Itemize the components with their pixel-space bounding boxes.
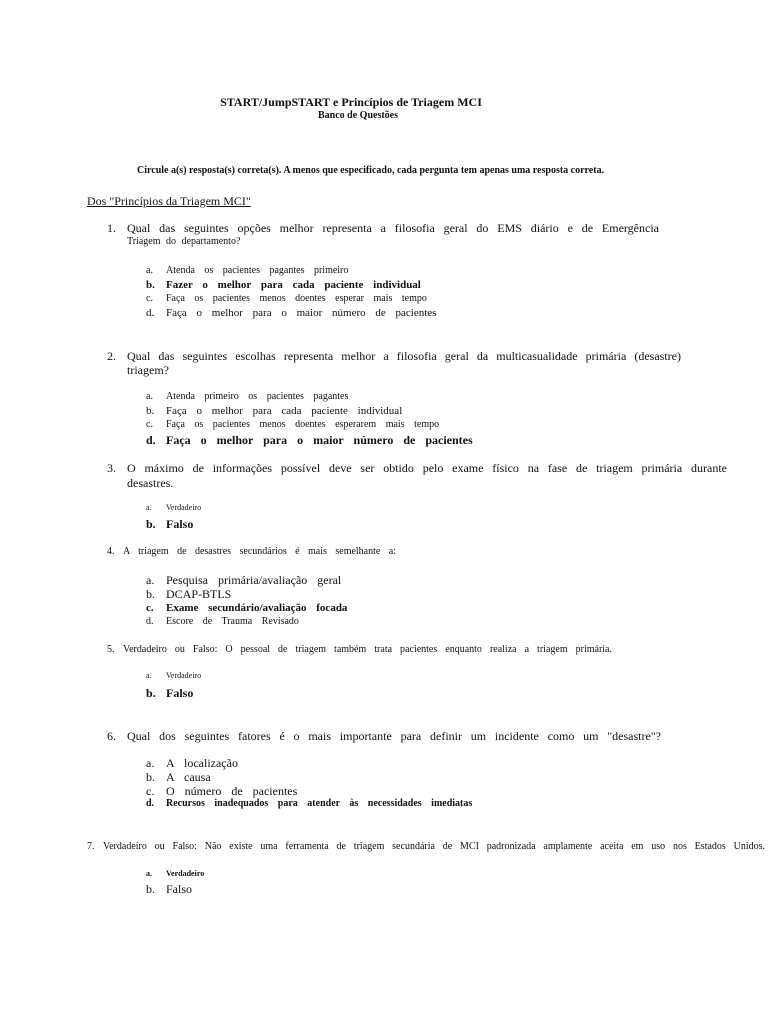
option-text: Falso [166, 517, 194, 531]
option-letter: d. [146, 307, 155, 319]
option-letter: d. [146, 616, 154, 627]
question-number: 4. [107, 546, 115, 557]
question-6-text: Qual dos seguintes fatores é o mais importante para definir um incidente como um "desastre"? [127, 729, 661, 743]
question-2-text-cont: triagem? [127, 363, 169, 377]
instructions: Circule a(s) resposta(s) correta(s). A menos que especificado, cada pergunta tem apenas uma resposta correta. [137, 165, 605, 176]
option-text: O número de pacientes [166, 784, 298, 798]
question-number: 6. [107, 729, 116, 743]
question-1-text: Qual das seguintes opções melhor representa a filosofia geral do EMS diário e de Emergência [127, 221, 659, 235]
question-7-text: Verdadeiro ou Falso: Não existe uma ferramenta de triagem secundária de MCI padronizada amplamente aceita em uso nos Estados Unidos. [103, 841, 765, 852]
option-letter: a. [146, 869, 152, 878]
question-4-text: A triagem de desastres secundários é mais semelhante a: [123, 546, 396, 557]
question-number: 1. [107, 221, 116, 235]
q4-option-a[interactable] [146, 573, 341, 588]
document-title: START/JumpSTART e Princípios de Triagem MCI [220, 95, 482, 109]
question-1-text-cont: Triagem do departamento? [127, 236, 241, 247]
q1-option-d[interactable] [146, 307, 436, 319]
option-text: Faça os pacientes menos doentes esperar mais tempo [166, 293, 427, 304]
option-letter: a. [146, 671, 152, 680]
option-letter: b. [146, 517, 156, 531]
option-letter: d. [146, 433, 156, 447]
option-text: Falso [166, 882, 193, 896]
option-text: Verdadeiro [166, 671, 202, 680]
q6-option-c[interactable] [146, 784, 297, 799]
question-5-text: Verdadeiro ou Falso: O pessoal de triagem também trata pacientes enquanto realiza a triagem primária. [123, 644, 612, 655]
question-5 [107, 644, 115, 655]
option-letter: a. [146, 503, 152, 512]
question-4 [107, 546, 115, 557]
question-7 [87, 841, 95, 852]
option-text: Faça o melhor para o maior número de pacientes [166, 433, 473, 447]
option-text: Faça o melhor para cada paciente individual [166, 405, 403, 417]
q1-option-a[interactable] [146, 265, 348, 276]
q3-option-a[interactable] [146, 503, 201, 512]
option-text: Faça o melhor para o maior número de pacientes [166, 307, 437, 319]
option-letter: c. [146, 602, 154, 614]
question-3 [107, 461, 116, 476]
question-2 [107, 349, 116, 364]
option-letter: d. [146, 798, 155, 809]
question-2-text: Qual das seguintes escolhas representa melhor a filosofia geral da multicasualidade primária (desastre) [127, 349, 681, 363]
option-letter: b. [146, 882, 155, 896]
question-number: 5. [107, 644, 115, 655]
question-number: 2. [107, 349, 116, 363]
option-text: Verdadeiro [166, 503, 202, 512]
option-text: Fazer o melhor para cada paciente individual [166, 279, 421, 291]
q6-option-b[interactable] [146, 770, 211, 785]
question-number: 3. [107, 461, 116, 475]
q1-option-b[interactable] [146, 279, 421, 291]
option-letter: b. [146, 686, 156, 700]
section-heading: Dos "Princípios da Triagem MCI" [87, 194, 251, 208]
option-text: Atenda os pacientes pagantes primeiro [166, 265, 349, 276]
option-text: Verdadeiro [166, 869, 205, 878]
q7-option-a[interactable] [146, 869, 204, 878]
option-letter: b. [146, 279, 155, 291]
option-letter: b. [146, 770, 155, 784]
q1-option-c[interactable] [146, 293, 427, 304]
q4-option-d[interactable] [146, 616, 299, 627]
q2-option-c[interactable] [146, 419, 439, 430]
q4-option-b[interactable] [146, 587, 231, 602]
option-text: A causa [166, 770, 211, 784]
q6-option-d[interactable] [146, 798, 472, 809]
option-letter: a. [146, 573, 155, 587]
option-text: Pesquisa primária/avaliação geral [166, 573, 342, 587]
q3-option-b[interactable] [146, 517, 193, 532]
option-text: Falso [166, 686, 194, 700]
q2-option-d[interactable] [146, 433, 473, 448]
question-3-text: O máximo de informações possível deve ser obtido pelo exame físico na fase de triagem primária durante [127, 461, 727, 475]
question-number: 7. [87, 841, 95, 852]
question-3-text-cont: desastres. [127, 476, 174, 490]
document-subtitle: Banco de Questões [318, 110, 398, 121]
option-letter: b. [146, 405, 155, 417]
q5-option-a[interactable] [146, 671, 201, 680]
option-letter: a. [146, 265, 153, 276]
q4-option-c[interactable] [146, 602, 347, 614]
option-letter: c. [146, 293, 153, 304]
option-letter: a. [146, 391, 153, 402]
q5-option-b[interactable] [146, 686, 193, 701]
option-letter: a. [146, 756, 155, 770]
question-1 [107, 221, 116, 236]
q7-option-b[interactable] [146, 882, 192, 897]
q2-option-a[interactable] [146, 391, 348, 402]
option-letter: c. [146, 784, 155, 798]
option-text: Recursos inadequados para atender às necessidades imediatas [166, 798, 473, 809]
q6-option-a[interactable] [146, 756, 238, 771]
q2-option-b[interactable] [146, 405, 402, 417]
option-text: Exame secundário/avaliação focada [166, 602, 348, 614]
option-letter: b. [146, 587, 155, 601]
question-6 [107, 729, 116, 744]
option-text: Atenda primeiro os pacientes pagantes [166, 391, 349, 402]
option-text: A localização [166, 756, 238, 770]
option-text: DCAP-BTLS [166, 587, 232, 601]
option-text: Escore de Trauma Revisado [166, 616, 299, 627]
option-letter: c. [146, 419, 153, 430]
option-text: Faça os pacientes menos doentes esperarem mais tempo [166, 419, 440, 430]
